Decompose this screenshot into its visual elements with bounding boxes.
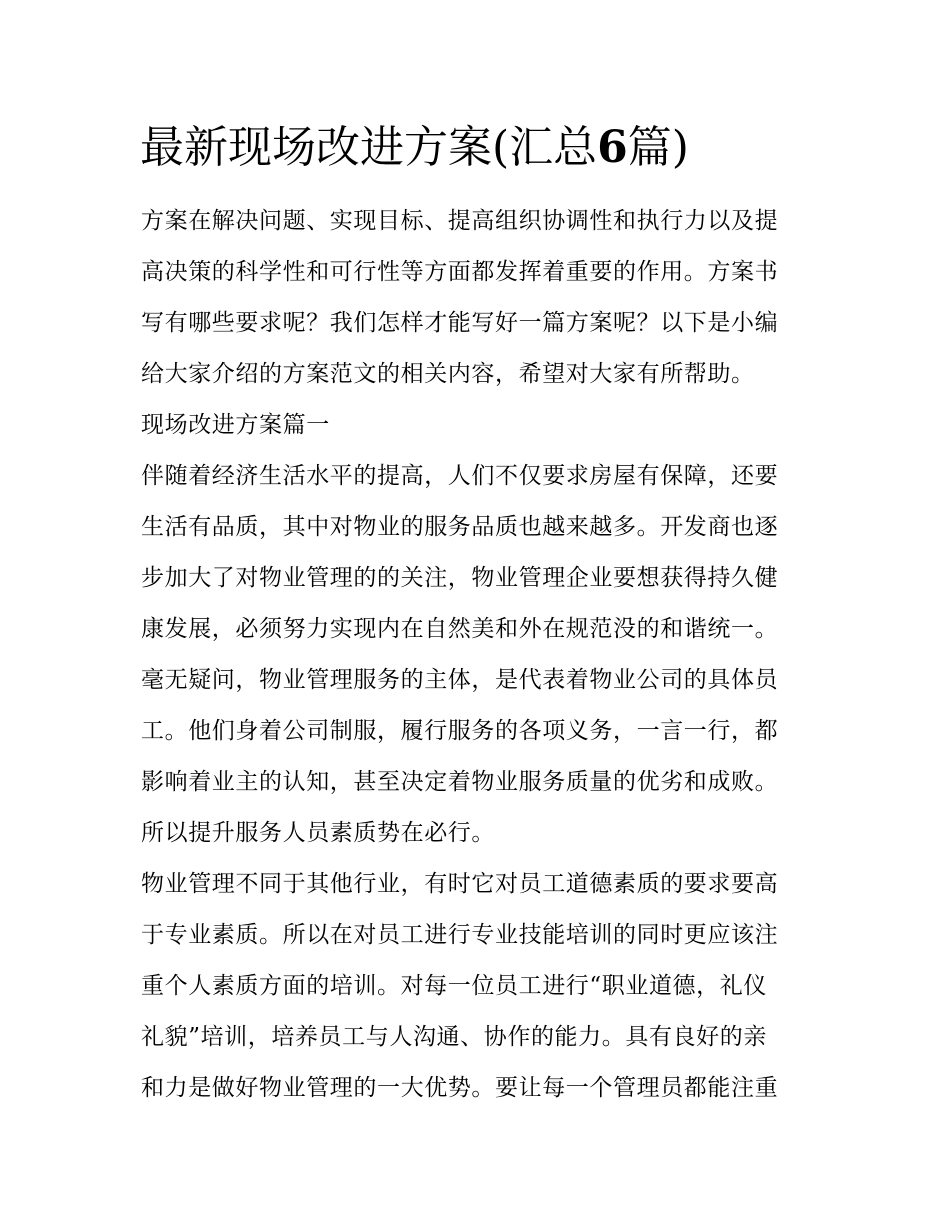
section-heading: 现场改进方案篇一: [141, 412, 330, 438]
body-line: 和力是做好物业管理的一大优势。要让每一个管理员都能注重: [141, 1075, 779, 1101]
body-line: 重个人素质方面的培训。对每一位员工进行“职业道德，礼仪: [141, 973, 767, 999]
body-line: 工。他们身着公司制服，履行服务的各项义务，一言一行，都: [141, 718, 779, 744]
body-line: 伴随着经济生活水平的提高，人们不仅要求房屋有保障，还要: [141, 463, 779, 489]
title-prefix: 最新现场改进方案(汇总: [140, 122, 598, 173]
title-number: 6: [597, 122, 628, 173]
body-line: 影响着业主的认知，甚至决定着物业服务质量的优劣和成败。: [141, 769, 779, 795]
body-line: 给大家介绍的方案范文的相关内容，希望对大家有所帮助。: [141, 361, 755, 387]
body-line: 写有哪些要求呢？我们怎样才能写好一篇方案呢？以下是小编: [141, 310, 779, 336]
body-line: 康发展，必须努力实现内在自然美和外在规范没的和谐统一。: [141, 616, 779, 642]
body-line: 物业管理不同于其他行业，有时它对员工道德素质的要求要高: [141, 871, 779, 897]
title-suffix: 篇): [627, 122, 689, 173]
body-line: 毫无疑问，物业管理服务的主体，是代表着物业公司的具体员: [141, 667, 779, 693]
body-line: 高决策的科学性和可行性等方面都发挥着重要的作用。方案书: [141, 259, 779, 285]
body-line: 于专业素质。所以在对员工进行专业技能培训的同时更应该注: [141, 922, 779, 948]
body-line: 礼貌”培训，培养员工与人沟通、协作的能力。具有良好的亲: [141, 1024, 767, 1050]
body-line: 步加大了对物业管理的的关注，物业管理企业要想获得持久健: [141, 565, 779, 591]
body-line: 所以提升服务人员素质势在必行。: [141, 820, 495, 846]
document-title: [140, 118, 840, 178]
body-line: 方案在解决问题、实现目标、提高组织协调性和执行力以及提: [141, 208, 779, 234]
body-line: 生活有品质，其中对物业的服务品质也越来越多。开发商也逐: [141, 514, 779, 540]
